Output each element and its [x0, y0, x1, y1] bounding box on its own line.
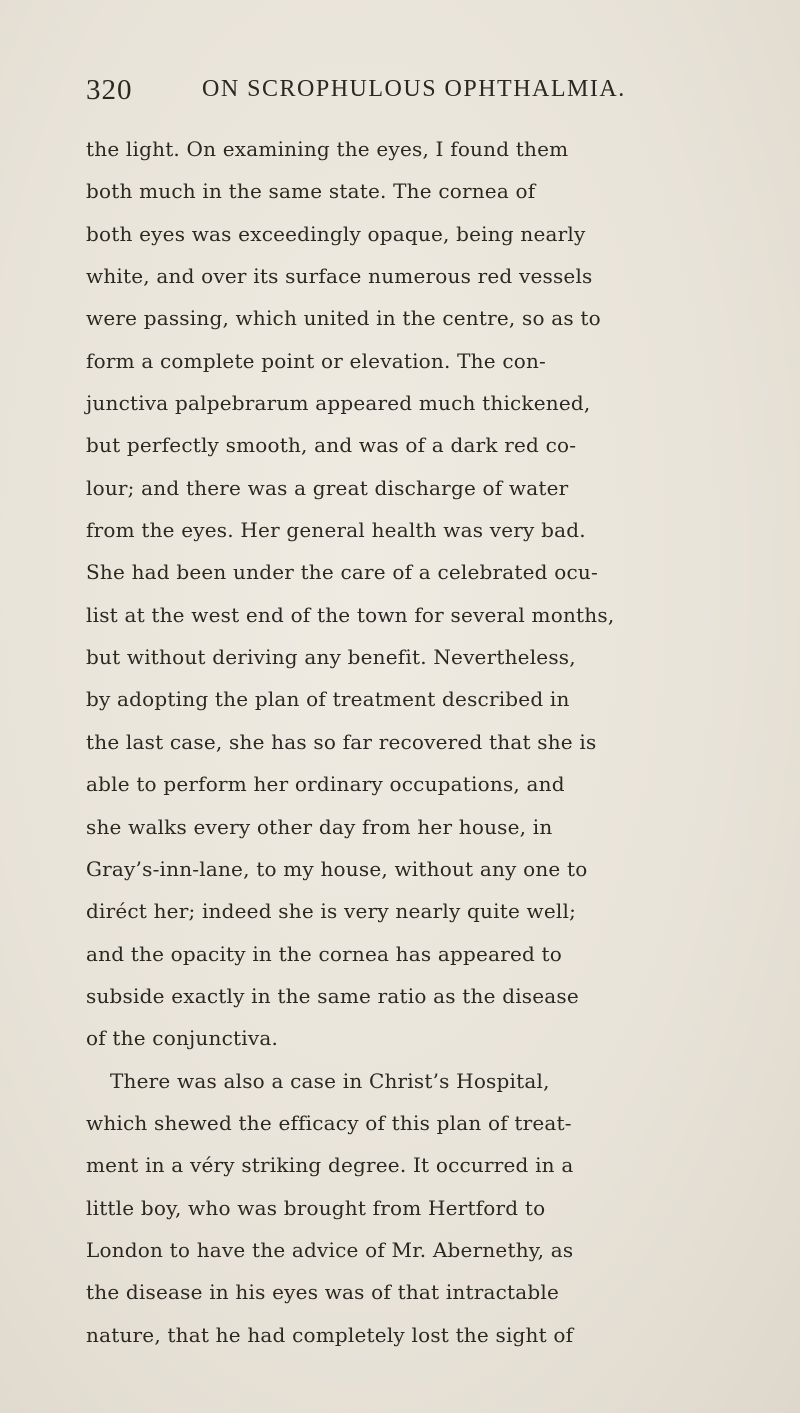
text-line: nature, that he had completely lost the sight of: [86, 1322, 574, 1347]
text-line: the light. On examining the eyes, I found them: [86, 137, 569, 161]
text-line: lour; and there was a great discharge of water: [86, 475, 569, 500]
text-line: from the eyes. Her general health was very bad.: [86, 518, 586, 543]
text-line: and the opacity in the cornea has appeared to: [86, 941, 563, 966]
text-line: she walks every other day from her house, in: [86, 814, 553, 839]
text-line: diréct her; indeed she is very nearly quite well;: [86, 899, 577, 924]
text-line: which shewed the efficacy of this plan of treat-: [86, 1110, 572, 1135]
text-line: of the conjunctiva.: [86, 1026, 279, 1051]
text-line: She had been under the care of a celebrated ocu-: [86, 560, 598, 585]
body-text: [86, 128, 800, 1356]
page-number: 320: [86, 74, 133, 106]
text-line: the last case, she has so far recovered that she is: [86, 729, 597, 754]
text-line: by adopting the plan of treatment described in: [86, 687, 570, 712]
text-line: junctiva palpebrarum appeared much thickened,: [86, 391, 591, 416]
paragraph-first-line: There was also a case in Christ’s Hospital,: [110, 1068, 550, 1093]
text-line: the disease in his eyes was of that intractable: [86, 1280, 560, 1305]
text-line: both much in the same state. The cornea of: [86, 179, 536, 204]
text-line: subside exactly in the same ratio as the disease: [86, 983, 579, 1008]
text-line: white, and over its surface numerous red vessels: [86, 264, 593, 289]
text-line: form a complete point or elevation. The con-: [86, 348, 547, 373]
text-line: list at the west end of the town for several months,: [86, 602, 615, 627]
running-head: ON SCROPHULOUS OPHTHALMIA.: [202, 76, 626, 102]
page-header: [86, 74, 726, 114]
text-line: little boy, who was brought from Hertford to: [86, 1195, 546, 1220]
text-line: but perfectly smooth, and was of a dark red co-: [86, 433, 577, 458]
text-line: Gray’s-inn-lane, to my house, without any one to: [86, 856, 588, 881]
text-line: both eyes was exceedingly opaque, being nearly: [86, 221, 586, 246]
text-line: able to perform her ordinary occupations, and: [86, 772, 565, 797]
text-line: but without deriving any benefit. Nevertheless,: [86, 645, 576, 670]
text-line: ment in a véry striking degree. It occurred in a: [86, 1153, 574, 1178]
text-line: London to have the advice of Mr. Abernethy, as: [86, 1237, 574, 1262]
text-line: were passing, which united in the centre, so as to: [86, 306, 601, 331]
